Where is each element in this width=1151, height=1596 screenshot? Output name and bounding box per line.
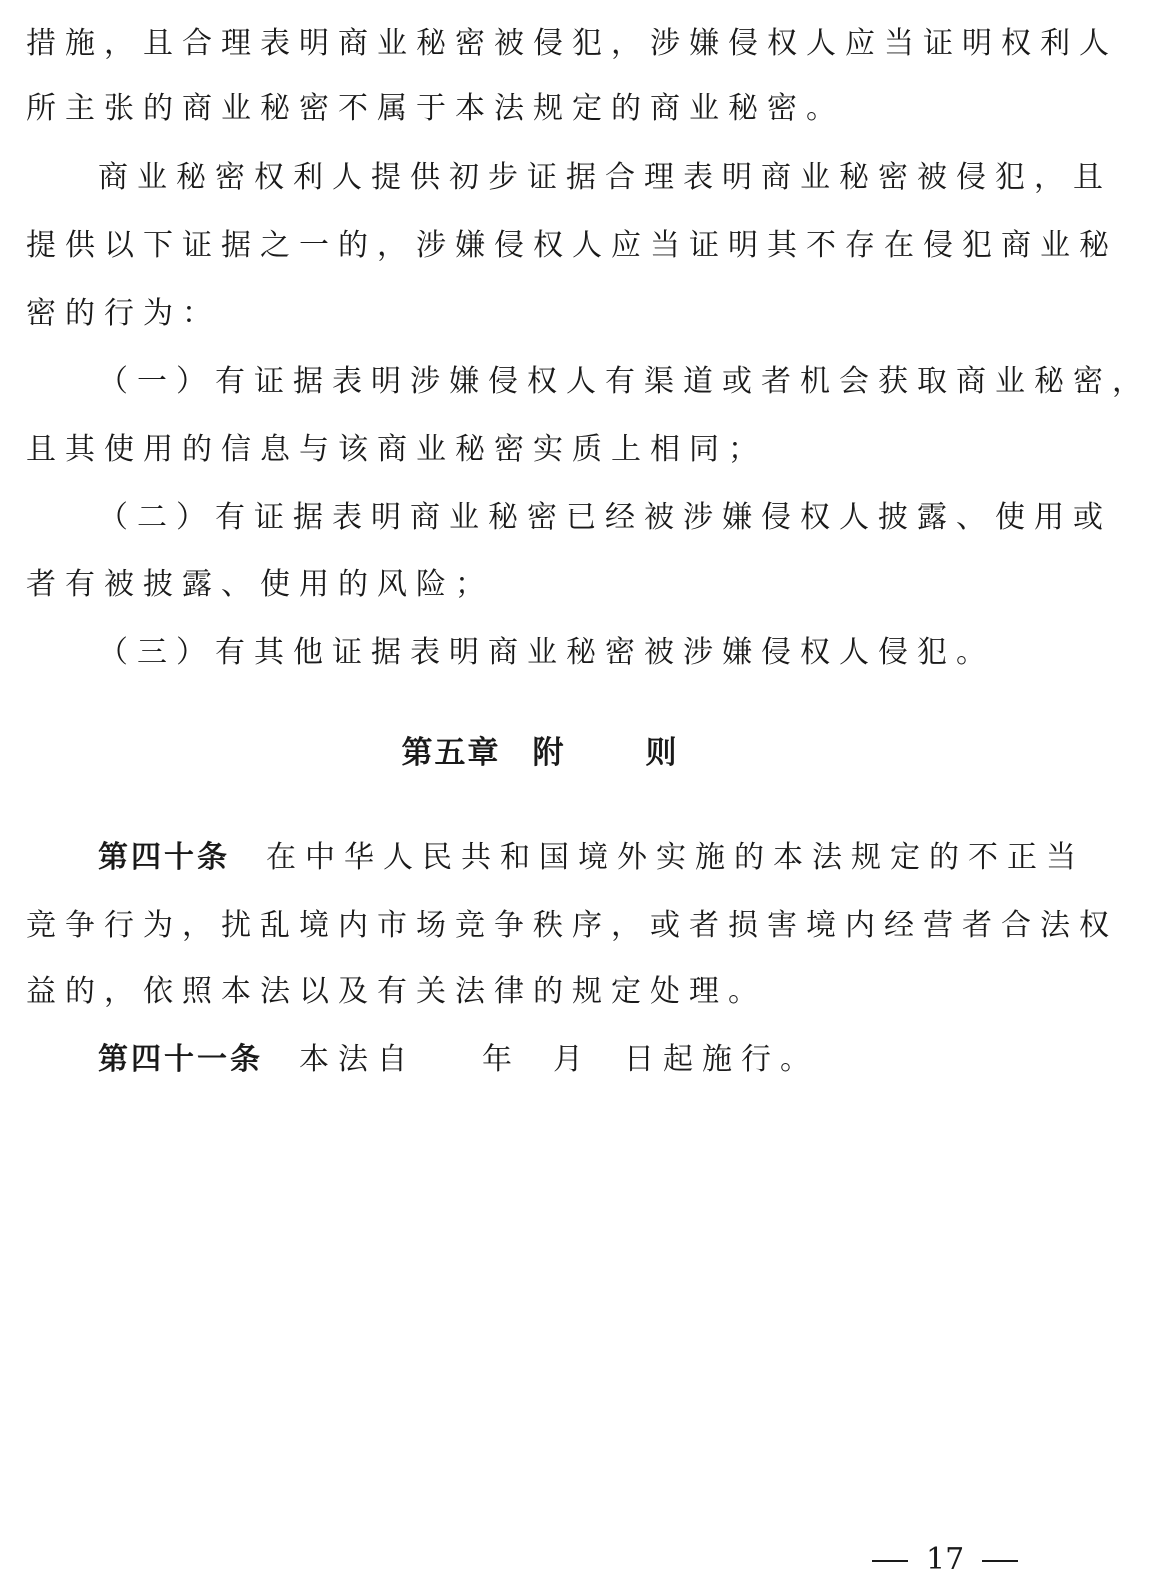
paragraph2-line1: 商业秘密权利人提供初步证据合理表明商业秘密被侵犯，且: [98, 160, 1112, 195]
page-footer: [872, 1540, 1032, 1580]
paragraph2-line2: 提供以下证据之一的，涉嫌侵权人应当证明其不存在侵犯商业秘: [26, 228, 1118, 263]
article41-text-part1: 本法自: [299, 1042, 416, 1077]
chapter-title-part2: 则: [645, 735, 679, 771]
article41-line: [98, 1030, 1036, 1090]
article40-line3: 益的，依照本法以及有关法律的规定处理。: [26, 974, 767, 1009]
item2-line1: （二）有证据表明商业秘密已经被涉嫌侵权人披露、使用或: [98, 500, 1112, 535]
paragraph1-line1: 措施，且合理表明商业秘密被侵犯，涉嫌侵权人应当证明权利人: [26, 26, 1118, 61]
item1-line2: 且其使用的信息与该商业秘密实质上相同；: [26, 432, 767, 467]
paragraph2-line3: 密的行为：: [26, 296, 221, 331]
article40-label: 第四十条: [98, 840, 230, 875]
chapter-number: 第五章: [401, 735, 501, 771]
item3-line1: （三）有其他证据表明商业秘密被涉嫌侵权人侵犯。: [98, 635, 995, 670]
footer-dash-left: [872, 1560, 908, 1562]
article41-label: 第四十一条: [98, 1042, 263, 1077]
item1-line1: （一）有证据表明涉嫌侵权人有渠道或者机会获取商业秘密，: [98, 364, 1151, 399]
article40-line2: 竞争行为，扰乱境内市场竞争秩序，或者损害境内经营者合法权: [26, 908, 1118, 943]
article41-text-part2: 年: [482, 1042, 521, 1077]
paragraph1-line2: 所主张的商业秘密不属于本法规定的商业秘密。: [26, 91, 845, 126]
article41-text-part4: 日起施行。: [624, 1042, 819, 1077]
article40-text-line1: 在中华人民共和国境外实施的本法规定的不正当: [266, 840, 1085, 875]
article41-text-part3: 月: [553, 1042, 592, 1077]
page-number: 17: [926, 1542, 965, 1577]
article40-line1: [98, 828, 1085, 888]
chapter-heading: [0, 725, 1080, 781]
item2-line2: 者有被披露、使用的风险；: [26, 567, 494, 602]
chapter-title-part1: 附: [532, 735, 566, 771]
footer-dash-right: [982, 1560, 1018, 1562]
